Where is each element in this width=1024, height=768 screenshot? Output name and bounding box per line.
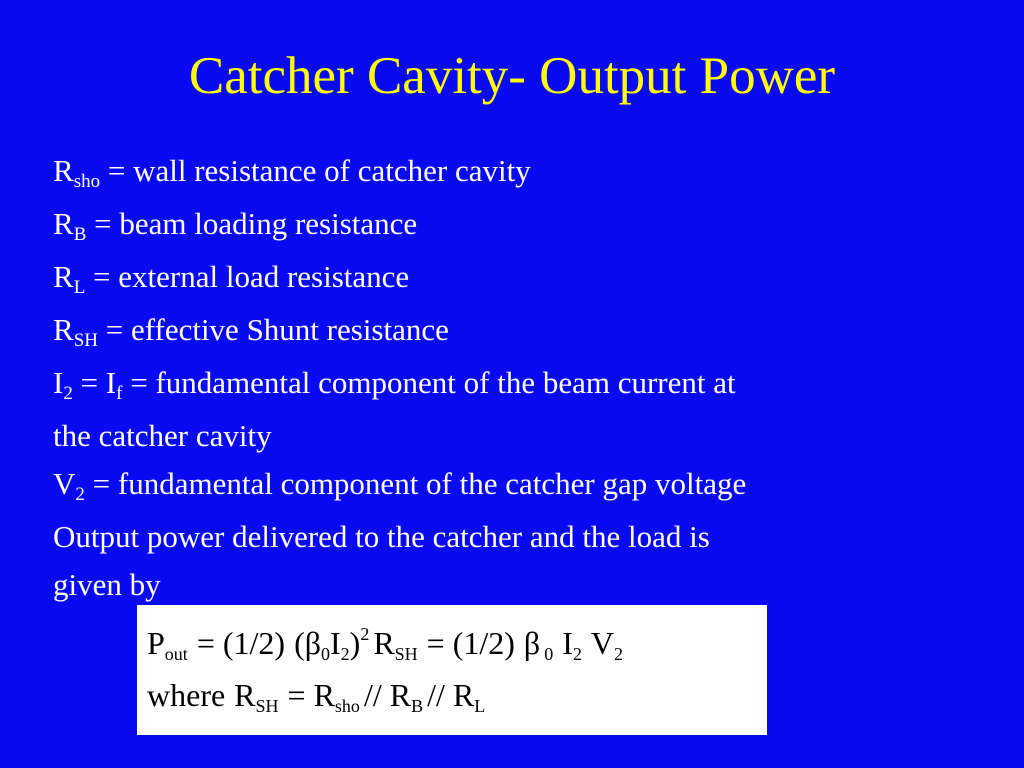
formula-operator: = (1/2) — [196, 625, 286, 661]
definition-text: = effective Shunt resistance — [97, 312, 449, 347]
output-power-line-continued — [53, 561, 993, 609]
subscript: B — [73, 224, 87, 245]
symbol: R — [53, 312, 74, 347]
definition-text: = fundamental component of the beam current at — [122, 365, 736, 400]
formula-subscript: 2 — [613, 644, 623, 664]
definition-text: the catcher cavity — [53, 418, 272, 453]
definition-text: = external load resistance — [85, 259, 410, 294]
formula-line-output-power — [147, 623, 623, 668]
formula-operator: (β — [294, 625, 321, 661]
slide-title: Catcher Cavity- Output Power — [188, 47, 836, 105]
formula-operator: // R — [363, 677, 412, 713]
formula-subscript: B — [411, 696, 424, 716]
symbol: V — [53, 466, 76, 501]
formula-symbol: I — [330, 625, 341, 661]
formula-box — [137, 605, 767, 735]
subscript: f — [116, 383, 123, 404]
definition-line-v2 — [53, 460, 993, 513]
formula-subscript: out — [164, 644, 188, 664]
subscript: sho — [73, 171, 101, 192]
formula-symbol: P — [147, 625, 165, 661]
formula-line-shunt-resistance — [147, 675, 485, 720]
formula-symbol: I — [562, 625, 573, 661]
definition-text: = fundamental component of the catcher gap voltage — [84, 466, 747, 501]
formula-operator: ) — [349, 625, 361, 661]
formula-symbol: V — [590, 625, 614, 661]
definition-line-continued — [53, 412, 993, 460]
formula-operator: // R — [427, 677, 475, 713]
definitions-block — [53, 147, 993, 609]
formula-symbol: R — [234, 677, 256, 713]
formula-operator: = (1/2) — [426, 625, 515, 661]
output-power-line — [53, 513, 993, 561]
symbol: I — [53, 365, 64, 400]
definition-line-i2 — [53, 359, 993, 412]
formula-subscript: SH — [394, 644, 418, 664]
formula-subscript: SH — [255, 696, 279, 716]
definition-line-rsho — [53, 147, 993, 200]
symbol: R — [53, 206, 74, 241]
formula-symbol: β — [523, 625, 541, 661]
formula-exponent: 2 — [360, 624, 370, 644]
formula-word: where — [147, 677, 226, 713]
body-text: given by — [53, 567, 161, 602]
formula-subscript: 0 — [544, 644, 554, 664]
formula-subscript: sho — [334, 696, 360, 716]
definition-line-rb — [53, 200, 993, 253]
symbol: R — [53, 153, 74, 188]
formula-subscript: 0 — [321, 644, 330, 664]
definition-text: = beam loading resistance — [86, 206, 418, 241]
subscript: 2 — [63, 383, 73, 404]
formula-operator: = R — [287, 677, 335, 713]
formula-subscript: 2 — [572, 644, 582, 664]
equals-if: = I — [72, 365, 117, 400]
body-text: Output power delivered to the catcher and the load is — [53, 519, 710, 554]
subscript: L — [73, 277, 86, 298]
definition-line-rl — [53, 253, 993, 306]
subscript: 2 — [75, 484, 85, 505]
subscript: SH — [73, 330, 98, 351]
formula-symbol: R — [373, 625, 395, 661]
definition-line-rsh — [53, 306, 993, 359]
formula-subscript: 2 — [340, 644, 350, 664]
symbol: R — [53, 259, 74, 294]
formula-subscript: L — [474, 696, 486, 716]
definition-text: = wall resistance of catcher cavity — [100, 153, 531, 188]
